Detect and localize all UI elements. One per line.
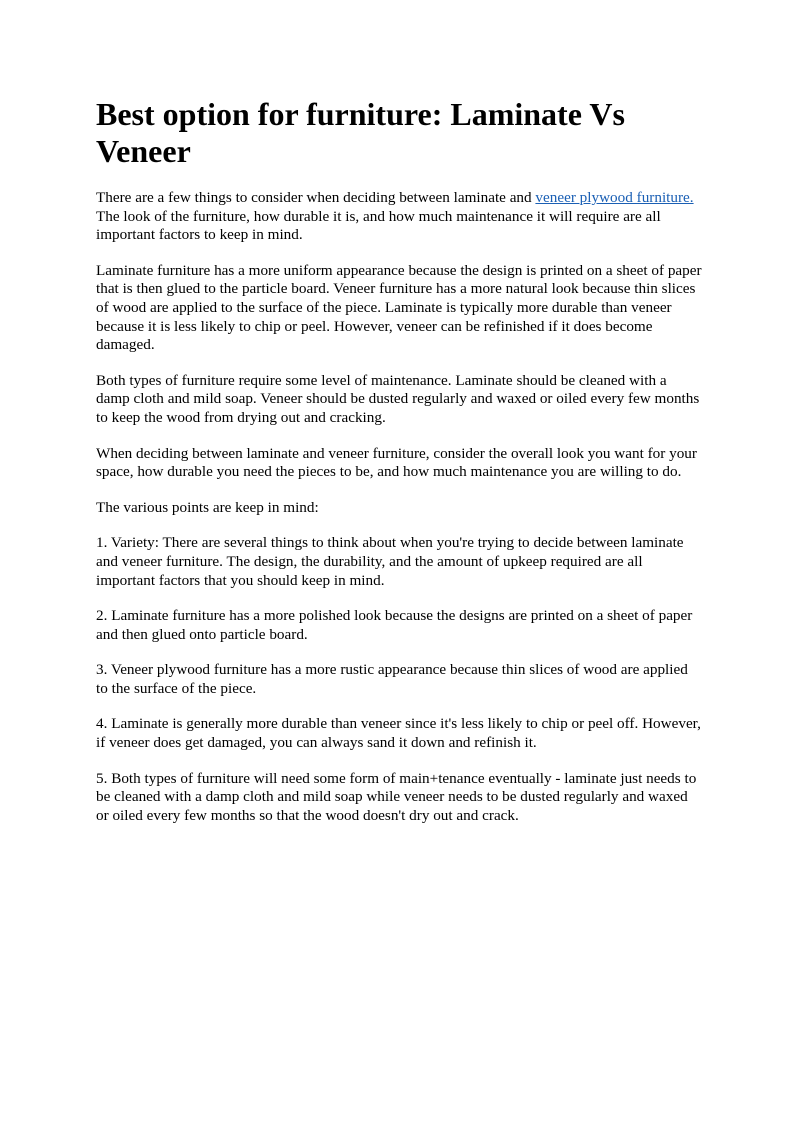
- veneer-plywood-furniture-link[interactable]: veneer plywood furniture.: [535, 189, 694, 206]
- paragraph-deciding: When deciding between laminate and veneer furniture, consider the overall look you want for your space, how durable you need the pieces to be, and how much maintenance you are willing to do.: [96, 444, 697, 481]
- list-item-5: 5. Both types of furniture will need some form of main+tenance eventually - laminate just needs to be cleaned with a damp cloth and mild soap while veneer needs to be dusted regularly and waxed or oiled every few months so that the wood doesn't dry out and crack.: [96, 769, 697, 824]
- paragraph-laminate-appearance: Laminate furniture has a more uniform appearance because the design is printed on a sheet of paper that is then glued to the particle board. Veneer furniture has a more natural look because thin slices of wood are applied to the surface of the piece. Laminate is typically more durable than veneer because it is less likely to chip or peel. However, veneer can be refinished if it does become damaged.: [96, 261, 702, 354]
- list-item-1: 1. Variety: There are several things to think about when you're trying to decide between laminate and veneer furniture. The design, the durability, and the amount of upkeep required are all important factors that you should keep in mind.: [96, 534, 684, 589]
- page-title: Best option for furniture: Laminate Vs Veneer: [96, 96, 625, 169]
- document-page: [96, 96, 702, 842]
- paragraph-maintenance: Both types of furniture require some level of maintenance. Laminate should be cleaned with a damp cloth and mild soap. Veneer should be dusted regularly and waxed or oiled every few months to keep the wood from drying out and cracking.: [96, 371, 700, 426]
- paragraph-points-intro: The various points are keep in mind:: [96, 498, 319, 516]
- list-item-3: 3. Veneer plywood furniture has a more rustic appearance because thin slices of wood are applied to the surface of the piece.: [96, 661, 688, 697]
- intro-text-after-link: The look of the furniture, how durable it is, and how much maintenance it will require are all important factors to keep in mind.: [96, 207, 661, 244]
- intro-paragraph: [96, 189, 702, 245]
- intro-text-before-link: There are a few things to consider when deciding between laminate and: [96, 189, 536, 206]
- list-item-2: 2. Laminate furniture has a more polished look because the designs are printed on a sheet of paper and then glued onto particle board.: [96, 607, 693, 643]
- list-item-4: 4. Laminate is generally more durable than veneer since it's less likely to chip or peel off. However, if veneer does get damaged, you can always sand it down and refinish it.: [96, 715, 701, 752]
